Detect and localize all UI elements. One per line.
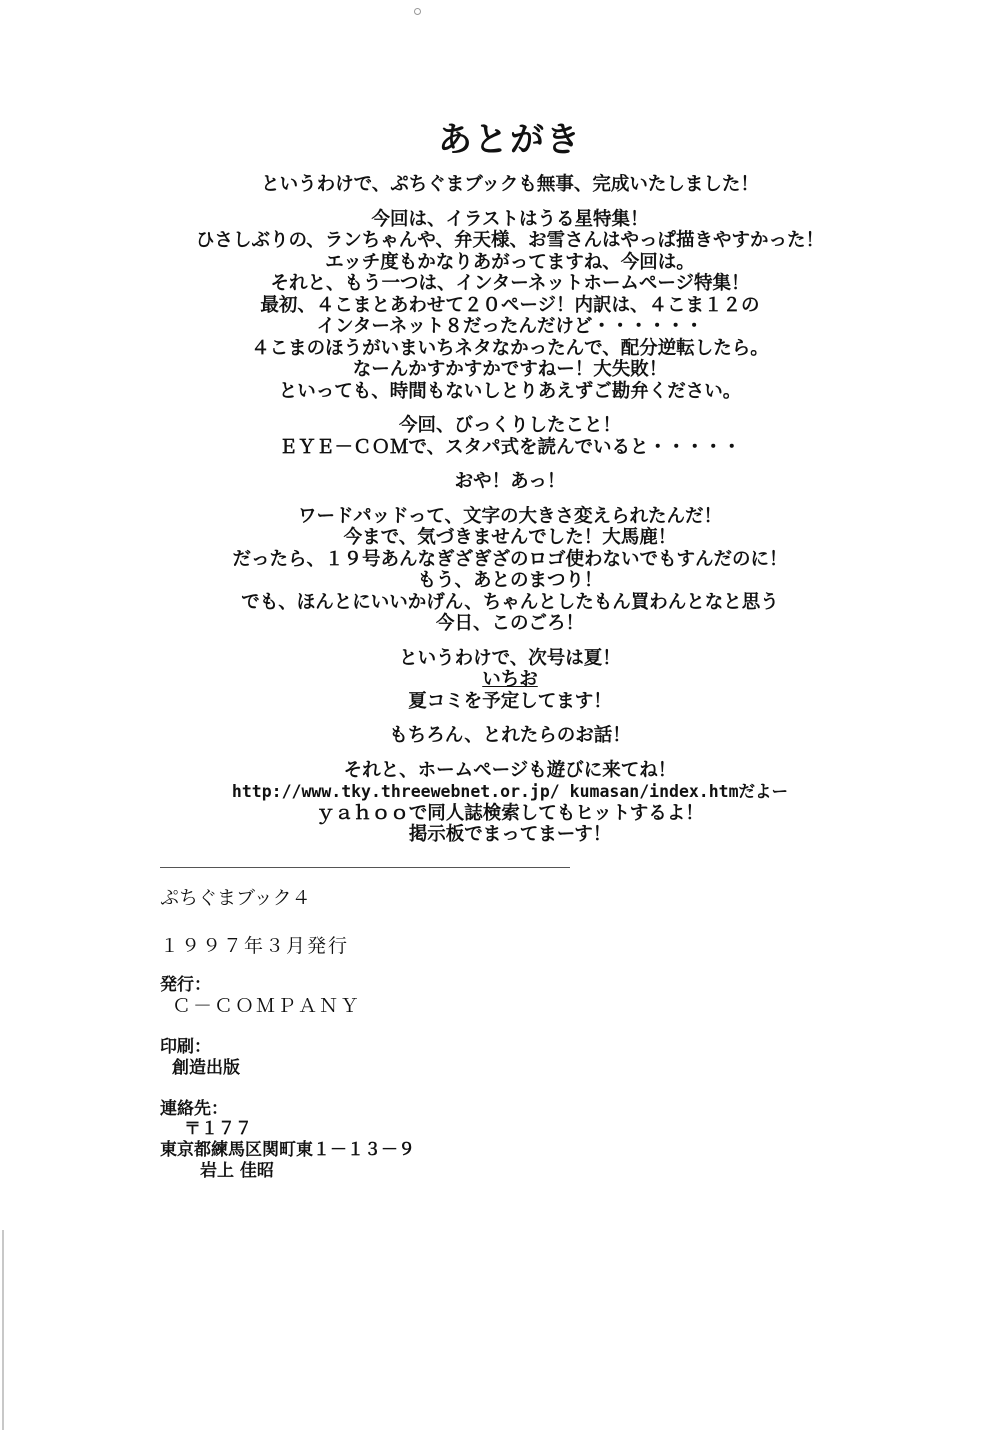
afterword-line: ひさしぶりの、ランちゃんや、弁天様、お雪さんはやっぱ描きやすかった！ <box>196 230 824 251</box>
page-mark <box>414 8 421 15</box>
afterword-line: 今日、このごろ！ <box>435 613 584 634</box>
afterword-line: だったら、１９号あんなぎざぎざのロゴ使わないでもすんだのに！ <box>232 548 788 570</box>
contact-address: 東京都練馬区関町東１－１３－９ <box>160 1140 415 1160</box>
afterword-line: ＥＹＥ－ＣＯＭで、スタパ式を読んでいると・・・・・ <box>279 436 741 458</box>
afterword-line: エッチ度もかなりあがってますね、今回は。 <box>325 251 695 273</box>
afterword-line: ４こまのほうがいまいちネタなかったんで、配分逆転したら。 <box>251 337 769 359</box>
colophon-divider <box>160 867 570 868</box>
afterword-paragraph-6 <box>140 648 880 713</box>
afterword-section <box>140 120 880 859</box>
contact-name: 岩上 佳昭 <box>200 1161 274 1181</box>
homepage-url: http://www.tky.threewebnet.or.jp/ kumasan/index.htmだよー <box>231 782 789 801</box>
afterword-paragraph-2 <box>140 209 880 403</box>
afterword-line: といっても、時間もないしとりあえずご勘弁ください。 <box>278 380 742 402</box>
printer-name: 創造出版 <box>172 1058 240 1078</box>
afterword-line: というわけで、次号は夏！ <box>399 647 621 669</box>
afterword-title: あとがき <box>438 120 582 160</box>
afterword-line: おや！あっ！ <box>454 471 566 492</box>
postal-code: 〒１７７ <box>184 1119 252 1139</box>
afterword-line: 夏コミを予定してます！ <box>408 690 612 712</box>
publisher-name: Ｃ－ＣＯＭＰＡＮＹ <box>172 995 362 1017</box>
afterword-line: もう、あとのまつり！ <box>417 570 603 591</box>
colophon <box>160 885 660 1182</box>
afterword-paragraph-1 <box>140 174 880 196</box>
book-title: ぷちぐまブック４ <box>160 887 311 909</box>
publication-date: １９９７年３月発行 <box>160 935 350 957</box>
afterword-line: ワードパッドって、文字の大きさ変えられたんだ！ <box>297 505 723 527</box>
afterword-line: ｙａｈｏｏで同人誌検索してもヒットするよ！ <box>316 802 704 824</box>
afterword-line: インターネット８だったんだけど・・・・・・ <box>316 316 704 337</box>
afterword-line: 今まで、気づきませんでした！大馬鹿！ <box>343 527 677 548</box>
afterword-line-underlined: いちお <box>482 669 538 690</box>
afterword-line: なーんかすかすかですねー！大失敗！ <box>352 359 668 380</box>
afterword-line: それと、もう一つは、インターネットホームページ特集！ <box>270 273 750 294</box>
page-edge-shadow <box>2 1230 10 1430</box>
afterword-line: それと、ホームページも遊びに来てね！ <box>343 759 677 781</box>
afterword-line: 掲示板でまってまーす！ <box>408 824 612 845</box>
afterword-paragraph-3 <box>140 415 880 458</box>
afterword-line: というわけで、ぷちぐまブックも無事、完成いたしました！ <box>261 174 759 195</box>
afterword-paragraph-8 <box>140 760 880 846</box>
afterword-paragraph-7 <box>140 725 880 747</box>
publisher-label: 発行： <box>160 975 211 995</box>
contact-label: 連絡先： <box>160 1099 228 1119</box>
printer-label: 印刷： <box>160 1037 211 1057</box>
afterword-line: 今回は、イラストはうる星特集！ <box>371 208 649 230</box>
afterword-line: でも、ほんとにいいかげん、ちゃんとしたもん買わんとなと思う <box>241 591 779 613</box>
afterword-paragraph-5 <box>140 506 880 635</box>
afterword-line: 今回、びっくりしたこと！ <box>398 415 621 436</box>
afterword-line: もちろん、とれたらのお話！ <box>389 725 631 746</box>
afterword-paragraph-4 <box>140 471 880 493</box>
afterword-line: 最初、４こまとあわせて２０ページ！内訳は、４こま１２の <box>260 294 760 316</box>
